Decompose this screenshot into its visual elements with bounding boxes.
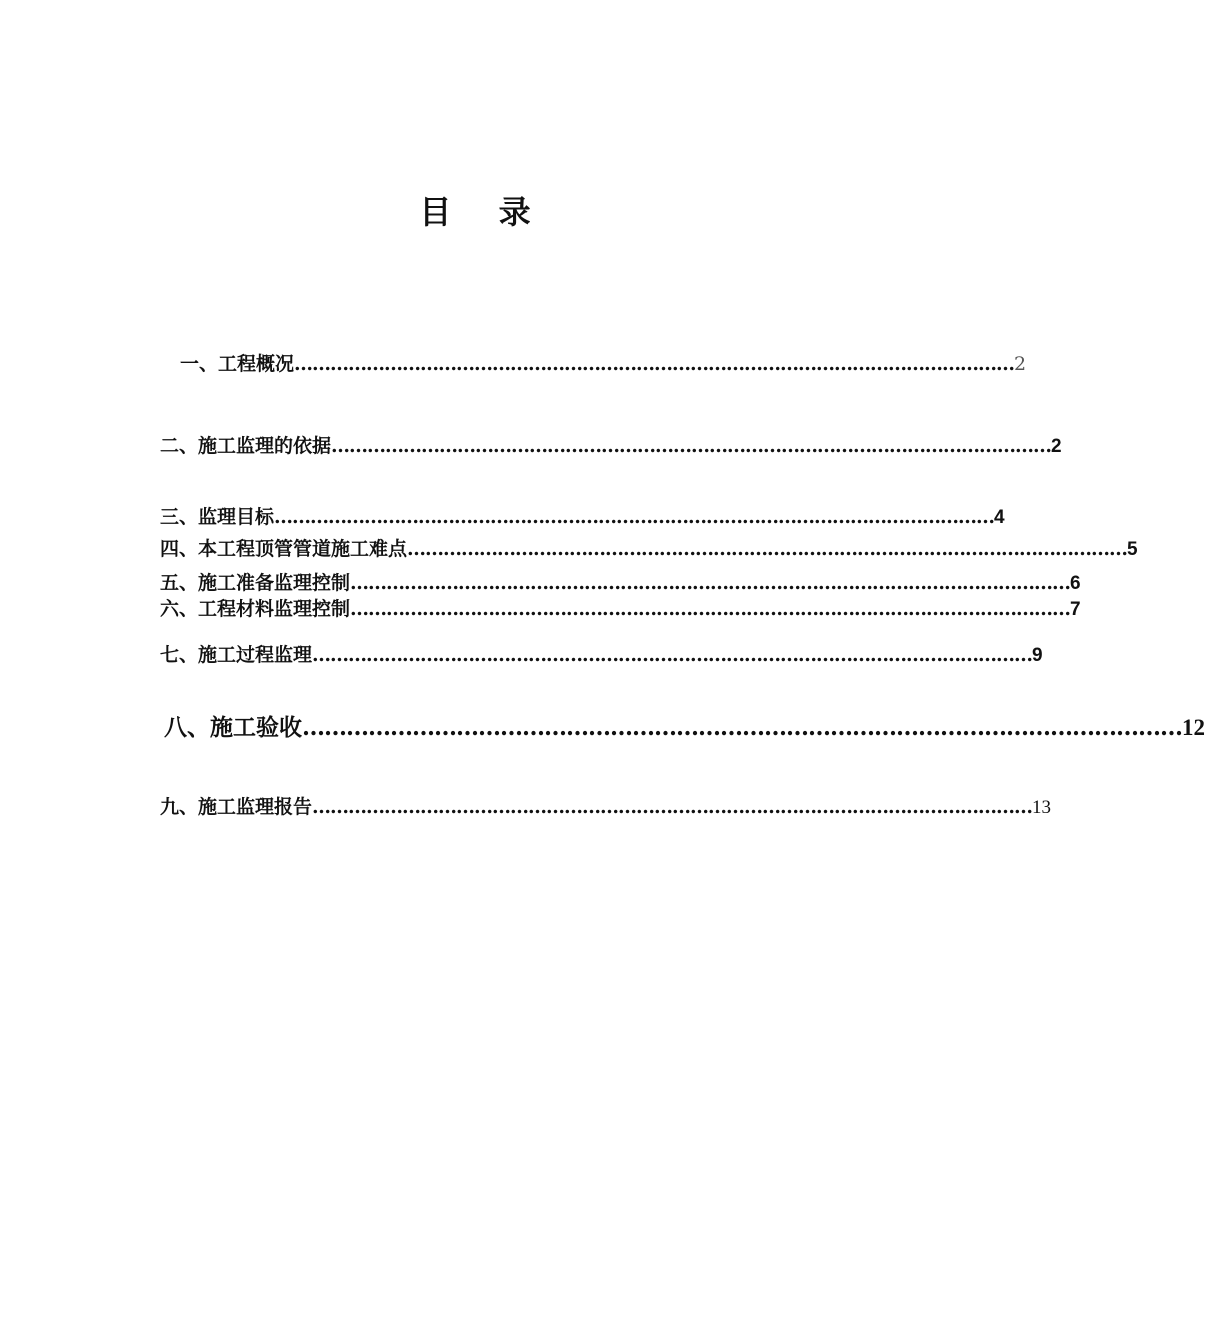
toc-entry-4[interactable] bbox=[160, 537, 1138, 562]
toc-entry-label: 八、施工验收 bbox=[164, 715, 302, 741]
dot-leader: ………………………………………………………………………………………………………… bbox=[312, 644, 1033, 666]
toc-entry-page: 2 bbox=[1051, 436, 1062, 457]
toc-entry-2[interactable] bbox=[160, 434, 1062, 459]
toc-entry-3[interactable] bbox=[160, 505, 1005, 530]
toc-entry-page: 7 bbox=[1070, 599, 1081, 620]
dot-leader: ………………………………………………………………………………………………………… bbox=[331, 435, 1052, 457]
dot-leader: ………………………………………………………………………………………………………… bbox=[274, 506, 995, 528]
dot-leader: ………………………………………………………………………………………………………… bbox=[350, 572, 1071, 594]
toc-entry-label: 六、工程材料监理控制 bbox=[160, 598, 351, 620]
toc-entry-8[interactable] bbox=[164, 714, 1205, 742]
dot-leader: ………………………………………………………………………………………………………… bbox=[294, 353, 1015, 375]
toc-entry-9[interactable] bbox=[160, 795, 1052, 820]
toc-entry-label: 五、施工准备监理控制 bbox=[160, 572, 351, 594]
toc-entry-page: 5 bbox=[1127, 539, 1138, 560]
toc-entry-label: 四、本工程顶管管道施工难点 bbox=[160, 538, 408, 560]
toc-entry-page: 12 bbox=[1182, 715, 1205, 740]
toc-entry-page: 2 bbox=[1014, 353, 1027, 375]
toc-entry-page: 4 bbox=[994, 507, 1005, 528]
toc-entry-1[interactable] bbox=[180, 352, 1027, 376]
toc-entry-page: 6 bbox=[1070, 573, 1081, 594]
toc-entry-label: 二、施工监理的依据 bbox=[160, 435, 332, 457]
toc-entry-label: 一、工程概况 bbox=[180, 353, 295, 375]
dot-leader: ………………………………………………………………………………………………………… bbox=[350, 598, 1071, 620]
toc-entry-5[interactable] bbox=[160, 571, 1081, 596]
toc-entry-page: 9 bbox=[1032, 645, 1043, 666]
toc-entry-label: 七、施工过程监理 bbox=[160, 644, 313, 666]
toc-title: 目 录 bbox=[419, 193, 549, 231]
toc-entry-label: 九、施工监理报告 bbox=[160, 796, 313, 818]
dot-leader: ………………………………………………………………………………………………………… bbox=[312, 796, 1033, 818]
dot-leader: ………………………………………………………………………………………………………… bbox=[407, 538, 1128, 560]
dot-leader: ………………………………………………………………………………………………………… bbox=[302, 714, 1182, 741]
toc-entry-6[interactable] bbox=[160, 597, 1081, 622]
toc-entry-page: 13 bbox=[1032, 797, 1052, 818]
toc-entry-7[interactable] bbox=[160, 643, 1043, 668]
toc-entry-label: 三、监理目标 bbox=[160, 506, 275, 528]
